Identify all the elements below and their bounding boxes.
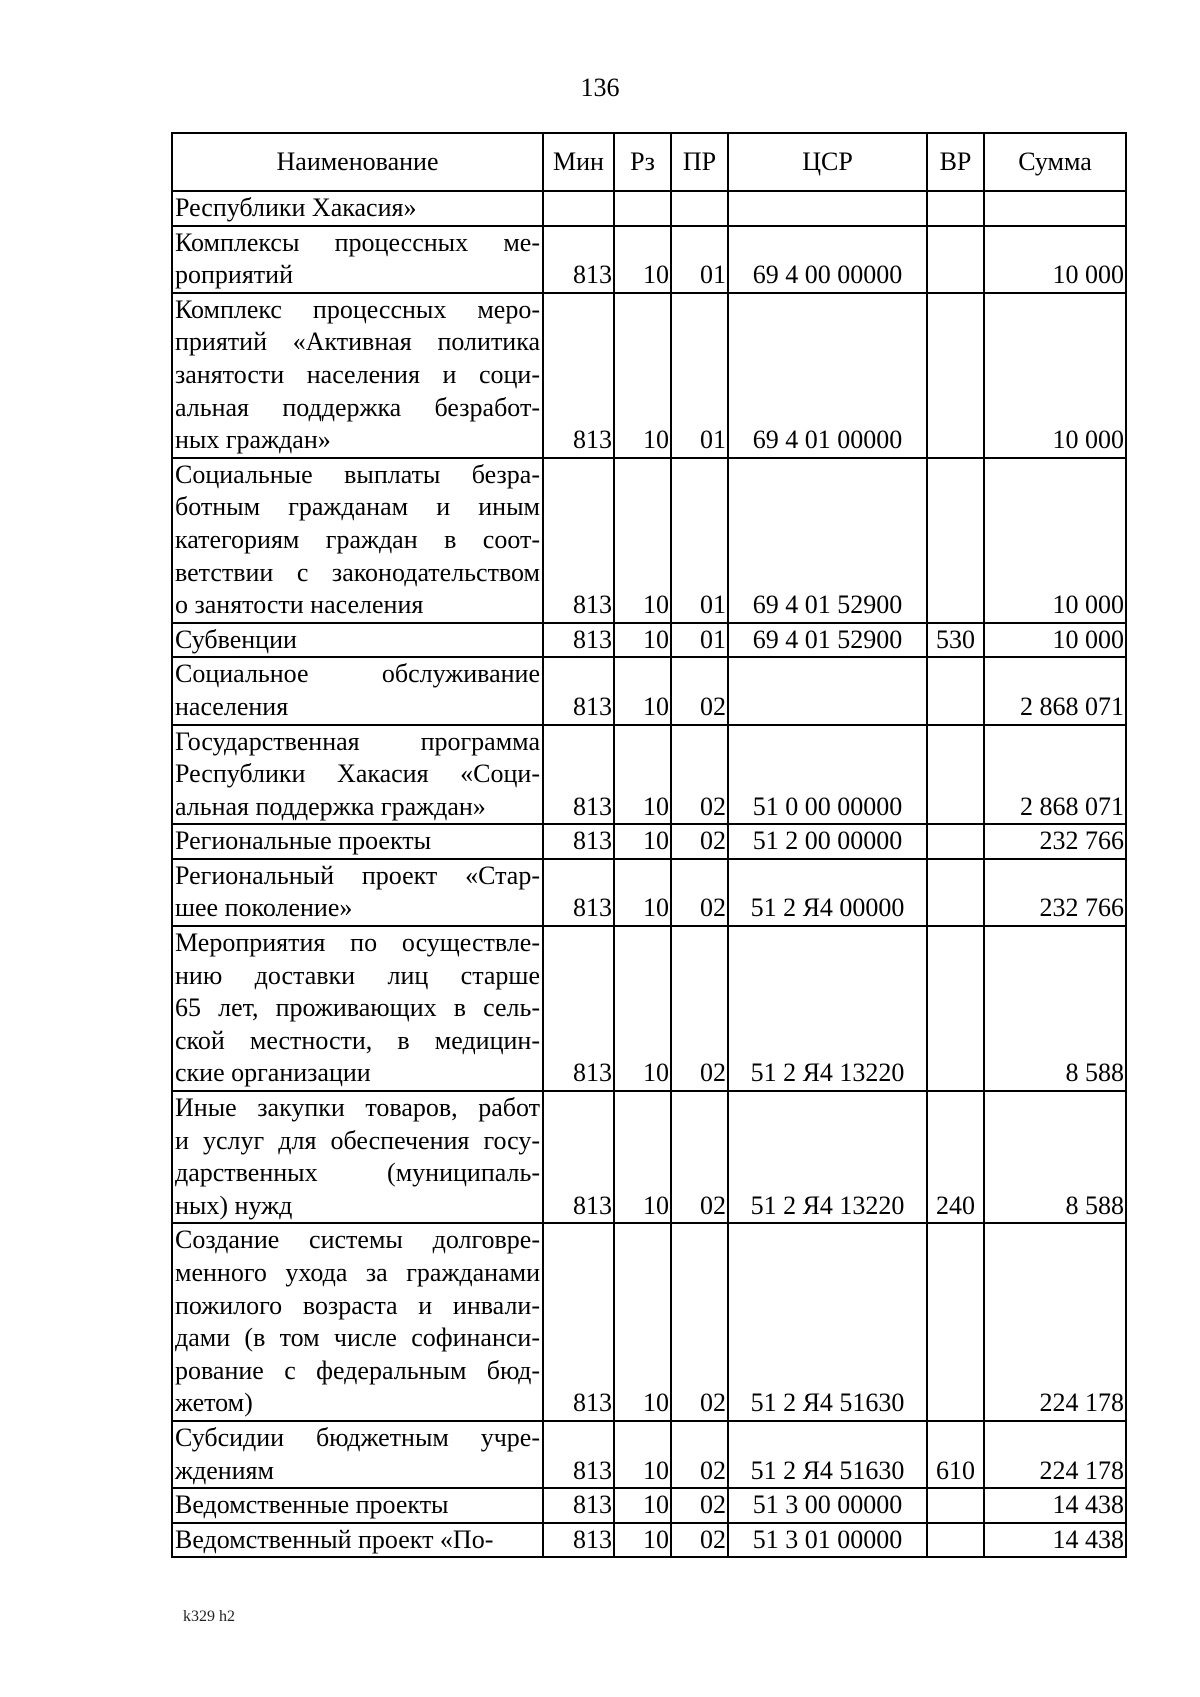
table-row [172,1488,1126,1523]
cell-name [172,1223,543,1421]
cell-vr: 610 [927,1421,984,1488]
cell-name [172,623,543,658]
name-line: альная поддержка граждан» [175,791,486,821]
cell-csr: 69 4 01 52900 [728,623,927,658]
cell-rz: 10 [614,293,671,458]
cell-min: 813 [543,1091,614,1223]
cell-name [172,1523,543,1558]
cell-csr: 69 4 01 52900 [728,458,927,623]
table-row [172,293,1126,458]
table-body [172,191,1126,1557]
cell-sum: 232 766 [984,859,1126,926]
cell-pr: 01 [671,623,728,658]
name-line: ных) нужд [175,1190,293,1220]
cell-csr [728,191,927,226]
cell-sum: 224 178 [984,1421,1126,1488]
name-line: Создание системы долговре- [175,1225,540,1255]
name-line: Региональный проект «Стар- [175,860,540,890]
cell-min: 813 [543,824,614,859]
cell-vr [927,725,984,825]
name-line: Республики Хакасия «Соци- [175,759,540,789]
name-line: о занятости населения [175,590,424,620]
cell-min: 813 [543,1523,614,1558]
cell-rz: 10 [614,1523,671,1558]
cell-sum: 224 178 [984,1223,1126,1421]
cell-sum: 2 868 071 [984,657,1126,724]
cell-csr: 51 3 01 00000 [728,1523,927,1558]
cell-csr: 51 2 Я4 51630 [728,1223,927,1421]
header-pr: ПР [671,133,728,191]
name-line: ской местности, в медицин- [175,1025,540,1055]
cell-pr: 02 [671,859,728,926]
name-line: Социальные выплаты безра- [175,459,540,489]
cell-pr: 01 [671,458,728,623]
cell-pr: 02 [671,926,728,1091]
budget-table [171,132,1127,1558]
cell-vr [927,458,984,623]
cell-pr: 02 [671,1488,728,1523]
name-line: шее поколение» [175,893,353,923]
cell-csr: 69 4 01 00000 [728,293,927,458]
table-row [172,191,1126,226]
name-line: дами (в том числе софинанси- [175,1323,540,1353]
cell-csr: 51 2 Я4 13220 [728,1091,927,1223]
cell-min: 813 [543,926,614,1091]
cell-vr [927,824,984,859]
cell-sum: 232 766 [984,824,1126,859]
header-csr: ЦСР [728,133,927,191]
cell-csr [728,657,927,724]
name-line: альная поддержка безработ- [175,392,540,422]
name-line: Комплекс процессных меро- [175,294,540,324]
cell-min: 813 [543,623,614,658]
cell-rz: 10 [614,859,671,926]
header-rz: Рз [614,133,671,191]
table-row [172,623,1126,658]
cell-rz: 10 [614,1091,671,1223]
cell-sum: 14 438 [984,1488,1126,1523]
cell-csr: 69 4 00 00000 [728,226,927,293]
cell-min: 813 [543,1488,614,1523]
cell-rz: 10 [614,458,671,623]
table-row [172,1223,1126,1421]
cell-min: 813 [543,226,614,293]
name-line: рование с федеральным бюд- [175,1355,540,1385]
name-line: Государственная программа [175,726,540,756]
name-line: менного ухода за гражданами [175,1258,540,1287]
cell-sum: 10 000 [984,226,1126,293]
cell-rz: 10 [614,657,671,724]
name-line: ские организации [175,1058,371,1088]
cell-name [172,191,543,226]
name-line: Ведомственные проекты [175,1490,449,1520]
name-line: занятости населения и соци- [175,359,540,389]
cell-pr: 02 [671,1091,728,1223]
table-row [172,824,1126,859]
cell-vr [927,926,984,1091]
name-line: приятий «Активная политика [175,327,540,357]
name-line: роприятий [175,260,293,290]
cell-csr: 51 3 00 00000 [728,1488,927,1523]
cell-pr: 02 [671,1523,728,1558]
cell-name [172,1421,543,1488]
header-vr: ВР [927,133,984,191]
cell-min: 813 [543,657,614,724]
page-number: 136 [580,73,620,102]
header-sum: Сумма [984,133,1126,191]
name-line: Комплексы процессных ме- [175,227,540,257]
cell-vr [927,657,984,724]
cell-rz [614,191,671,226]
cell-csr: 51 2 Я4 00000 [728,859,927,926]
cell-csr: 51 2 Я4 13220 [728,926,927,1091]
cell-vr [927,191,984,226]
name-line: ных граждан» [175,425,331,455]
table-row [172,1523,1126,1558]
name-line: ботным гражданам и иным [175,492,540,522]
cell-csr: 51 0 00 00000 [728,725,927,825]
cell-name [172,293,543,458]
cell-vr [927,293,984,458]
name-line: Иные закупки товаров, работ [175,1093,540,1123]
name-line: категориям граждан в соот- [175,524,540,554]
cell-vr [927,1523,984,1558]
name-line: жетом) [175,1388,253,1418]
cell-min: 813 [543,859,614,926]
name-line: ветствии с законодательством [175,557,540,587]
cell-min: 813 [543,725,614,825]
cell-name [172,725,543,825]
cell-pr: 02 [671,725,728,825]
cell-vr [927,859,984,926]
cell-name [172,824,543,859]
cell-rz: 10 [614,725,671,825]
cell-name [172,657,543,724]
cell-csr: 51 2 Я4 51630 [728,1421,927,1488]
cell-pr: 02 [671,1223,728,1421]
name-line: и услуг для обеспечения госу- [175,1125,540,1155]
name-line: Республики Хакасия» [175,193,417,222]
cell-vr [927,1223,984,1421]
table-header-row [172,133,1126,191]
name-line: Региональные проекты [175,826,432,856]
table-row [172,926,1126,1091]
name-line: Ведомственный проект «По- [175,1524,494,1554]
cell-sum [984,191,1126,226]
cell-sum: 8 588 [984,1091,1126,1223]
cell-name [172,859,543,926]
table-row [172,725,1126,825]
name-line: Мероприятия по осуществле- [175,928,540,958]
cell-rz: 10 [614,1223,671,1421]
cell-csr: 51 2 00 00000 [728,824,927,859]
footer-code: k329 h2 [183,1608,235,1625]
cell-sum: 10 000 [984,458,1126,623]
table-row [172,1421,1126,1488]
cell-name [172,926,543,1091]
table-row [172,859,1126,926]
cell-pr: 02 [671,657,728,724]
cell-sum: 2 868 071 [984,725,1126,825]
cell-name [172,458,543,623]
cell-name [172,226,543,293]
name-line: населения [175,691,289,721]
name-line: Субвенции [175,624,297,654]
table-row [172,458,1126,623]
cell-rz: 10 [614,623,671,658]
cell-rz: 10 [614,226,671,293]
cell-pr: 02 [671,824,728,859]
name-line: ждениям [175,1455,274,1485]
header-min: Мин [543,133,614,191]
cell-rz: 10 [614,926,671,1091]
cell-sum: 10 000 [984,293,1126,458]
cell-sum: 8 588 [984,926,1126,1091]
name-line: пожилого возраста и инвали- [175,1290,540,1320]
cell-rz: 10 [614,1488,671,1523]
cell-vr: 530 [927,623,984,658]
cell-rz: 10 [614,1421,671,1488]
cell-pr: 01 [671,226,728,293]
name-line: 65 лет, проживающих в сель- [175,993,540,1023]
cell-rz: 10 [614,824,671,859]
name-line: нию доставки лиц старше [175,960,540,990]
table-row [172,1091,1126,1223]
cell-sum: 14 438 [984,1523,1126,1558]
cell-sum: 10 000 [984,623,1126,658]
header-name: Наименование [172,133,543,191]
cell-pr: 01 [671,293,728,458]
cell-name [172,1091,543,1223]
table-row [172,226,1126,293]
table-row [172,657,1126,724]
cell-min: 813 [543,1223,614,1421]
cell-vr: 240 [927,1091,984,1223]
cell-pr [671,191,728,226]
cell-name [172,1488,543,1523]
cell-pr: 02 [671,1421,728,1488]
name-line: дарственных (муниципаль- [175,1158,540,1188]
cell-vr [927,1488,984,1523]
name-line: Социальное обслуживание [175,659,540,689]
name-line: Субсидии бюджетным учре- [175,1422,540,1452]
cell-min [543,191,614,226]
cell-min: 813 [543,1421,614,1488]
cell-vr [927,226,984,293]
cell-min: 813 [543,293,614,458]
cell-min: 813 [543,458,614,623]
